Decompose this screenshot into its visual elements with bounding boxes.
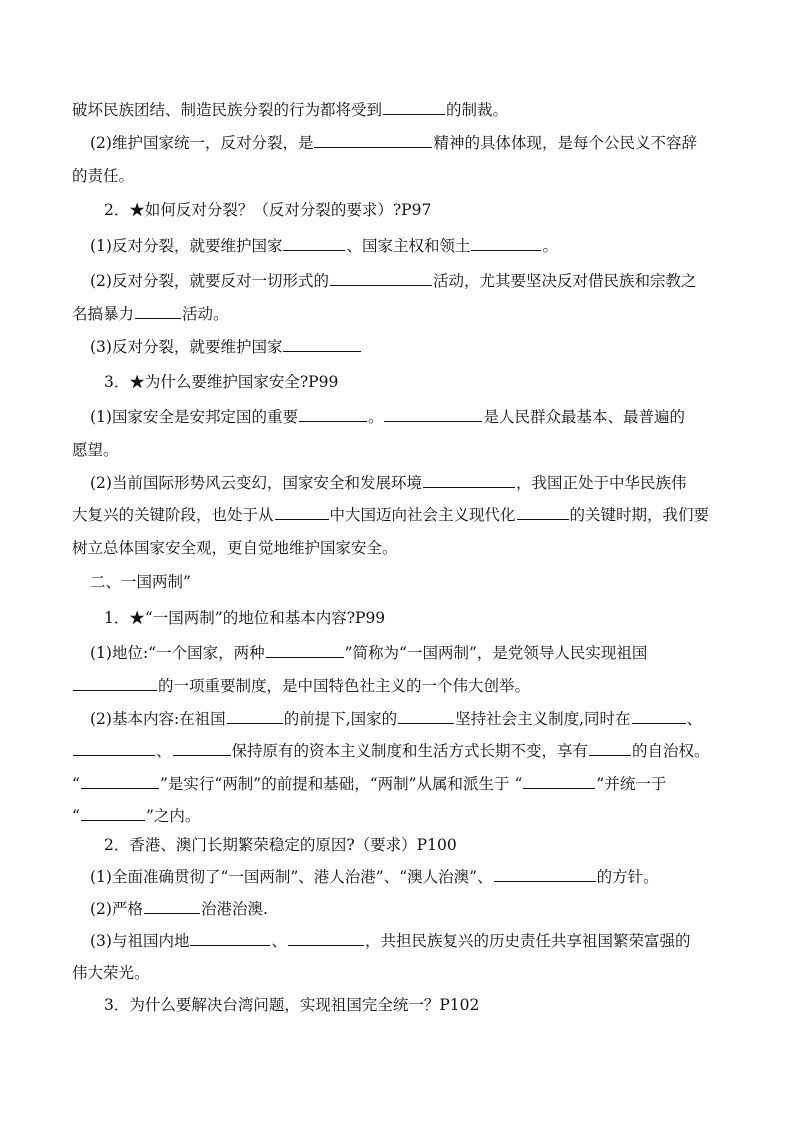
fill-in-blank[interactable] [283,235,345,251]
line-13 [72,504,709,526]
text-segment: 伟大荣光。 [72,964,150,982]
line-12 [90,472,686,494]
fill-in-blank[interactable] [330,270,432,286]
text-segment: 活动，尤其要坚决反对借民族和宗教之 [432,272,697,290]
text-segment: 二、一国两制” [90,573,191,591]
fill-in-blank[interactable] [135,303,181,319]
text-segment: 名搞暴力 [72,305,135,323]
text-segment: (1)全面准确贯彻了“一国两制”、港人治港”、“澳人治澳”、 [90,868,493,886]
line-6 [90,270,696,292]
text-segment: 是人民群众最基本、最普遍的 [483,408,685,426]
text-segment: ”并统一于 [596,775,667,793]
text-segment: 3．为什么要解决台湾问题，实现祖国完全统一？P102 [104,996,480,1014]
fill-in-blank[interactable] [81,773,159,789]
text-segment: ”是实行“两制”的前提和基础，“两制”从属和派生于 “ [159,775,523,793]
text-segment: (2)基本内容:在祖国 [90,710,226,728]
text-segment: 。 [367,408,384,426]
line-21 [72,773,666,795]
text-segment: 2．香港、澳门长期繁荣稳定的原因?（要求）P100 [104,836,457,854]
line-18 [72,675,530,697]
fill-in-blank[interactable] [81,805,145,821]
text-segment: 3．★为什么要维护国家安全?P99 [104,373,339,391]
fill-in-blank[interactable] [144,898,200,914]
fill-in-blank[interactable] [73,740,155,756]
text-segment: 治港治澳. [200,900,268,918]
line-7 [72,303,229,325]
line-16 [104,607,385,629]
text-segment: (3)反对分裂，就要维护国家 [90,338,283,356]
line-1 [72,99,508,121]
line-4 [104,199,431,221]
fill-in-blank[interactable] [190,930,270,946]
text-segment: 2．★如何反对分裂？（反对分裂的要求）?P97 [104,201,432,219]
line-5 [90,235,558,257]
text-segment: (2)维护国家统一，反对分裂，是 [90,134,314,152]
fill-in-blank[interactable] [471,235,541,251]
text-segment: (1)反对分裂，就要维护国家 [90,237,283,255]
line-17 [90,642,647,664]
text-segment: 、 [686,710,703,728]
line-24 [90,866,659,888]
text-segment: 、 [271,932,287,950]
fill-in-blank[interactable] [589,740,631,756]
text-segment: (1)地位:“一个国家，两种 [90,644,265,662]
text-segment: 大复兴的关键阶段，也处于从 [72,506,274,524]
line-19 [90,708,702,730]
line-27 [72,962,150,984]
line-3 [72,165,134,187]
text-segment: 中大国迈向社会主义现代化 [329,506,516,524]
text-segment: 愿望。 [72,441,119,459]
fill-in-blank[interactable] [73,675,157,691]
fill-in-blank[interactable] [632,708,686,724]
text-segment: ”简称为“一国两制”，是党领导人民实现祖国 [344,644,648,662]
line-23 [104,834,457,856]
line-28 [104,994,479,1016]
text-segment: 的制裁。 [446,101,509,119]
text-segment: 的一项重要制度，是中国特色社主义的一个伟大创举。 [158,677,531,695]
fill-in-blank[interactable] [383,99,445,115]
text-segment: 坚持社会主义制度,同时在 [455,710,631,728]
text-segment: 。 [542,237,558,255]
line-11 [72,439,119,461]
text-segment: 的关键时期，我们要 [569,506,710,524]
fill-in-blank[interactable] [494,866,596,882]
line-8 [90,336,362,358]
fill-in-blank[interactable] [523,773,595,789]
fill-in-blank[interactable] [275,504,329,520]
text-segment: (1)国家安全是安邦定国的重要 [90,408,298,426]
text-segment: “ [72,807,80,825]
text-segment: 精神的具体体现，是每个公民义不容辞 [433,134,697,152]
text-segment: 、 [156,742,172,760]
text-segment: ，共担民族复兴的历史责任共享祖国繁荣富强的 [364,932,691,950]
text-segment: 破坏民族团结、制造民族分裂的行为都将受到 [72,101,383,119]
fill-in-blank[interactable] [283,336,361,352]
text-segment: 保持原有的资本主义制度和生活方式长期不变，享有 [231,742,589,760]
text-segment: (3)与祖国内地 [90,932,190,950]
fill-in-blank[interactable] [517,504,569,520]
fill-in-blank[interactable] [266,642,344,658]
fill-in-blank[interactable] [173,740,231,756]
fill-in-blank[interactable] [423,472,515,488]
line-10 [90,406,685,428]
fill-in-blank[interactable] [288,930,364,946]
fill-in-blank[interactable] [314,132,432,148]
section-heading-2 [90,571,191,593]
line-2 [90,132,697,154]
line-22 [72,805,200,827]
fill-in-blank[interactable] [299,406,367,422]
text-segment: 活动。 [182,305,229,323]
line-26 [90,930,691,952]
text-segment: 树立总体国家安全观，更自觉地维护国家安全。 [72,539,398,557]
text-segment: 的自治权。 [632,742,710,760]
text-segment: ”之内。 [145,807,201,825]
text-segment: 的前提下,国家的 [283,710,398,728]
text-segment: (2)反对分裂，就要反对一切形式的 [90,272,329,290]
line-14 [72,537,398,559]
text-segment: 、国家主权和领土 [346,237,471,255]
text-segment: “ [72,775,80,793]
text-segment: ，我国正处于中华民族伟 [515,474,687,492]
line-25 [90,898,268,920]
fill-in-blank[interactable] [384,406,482,422]
text-segment: 的方针。 [596,868,659,886]
text-segment: 1．★“一国两制”的地位和基本内容?P99 [104,609,386,627]
line-9 [104,371,338,393]
text-segment: (2)当前国际形势风云变幻，国家安全和发展环境 [90,474,422,492]
text-segment: (2)严格 [90,900,143,918]
fill-in-blank[interactable] [398,708,454,724]
line-20 [72,740,710,762]
fill-in-blank[interactable] [227,708,283,724]
text-segment: 的责任。 [72,167,135,185]
